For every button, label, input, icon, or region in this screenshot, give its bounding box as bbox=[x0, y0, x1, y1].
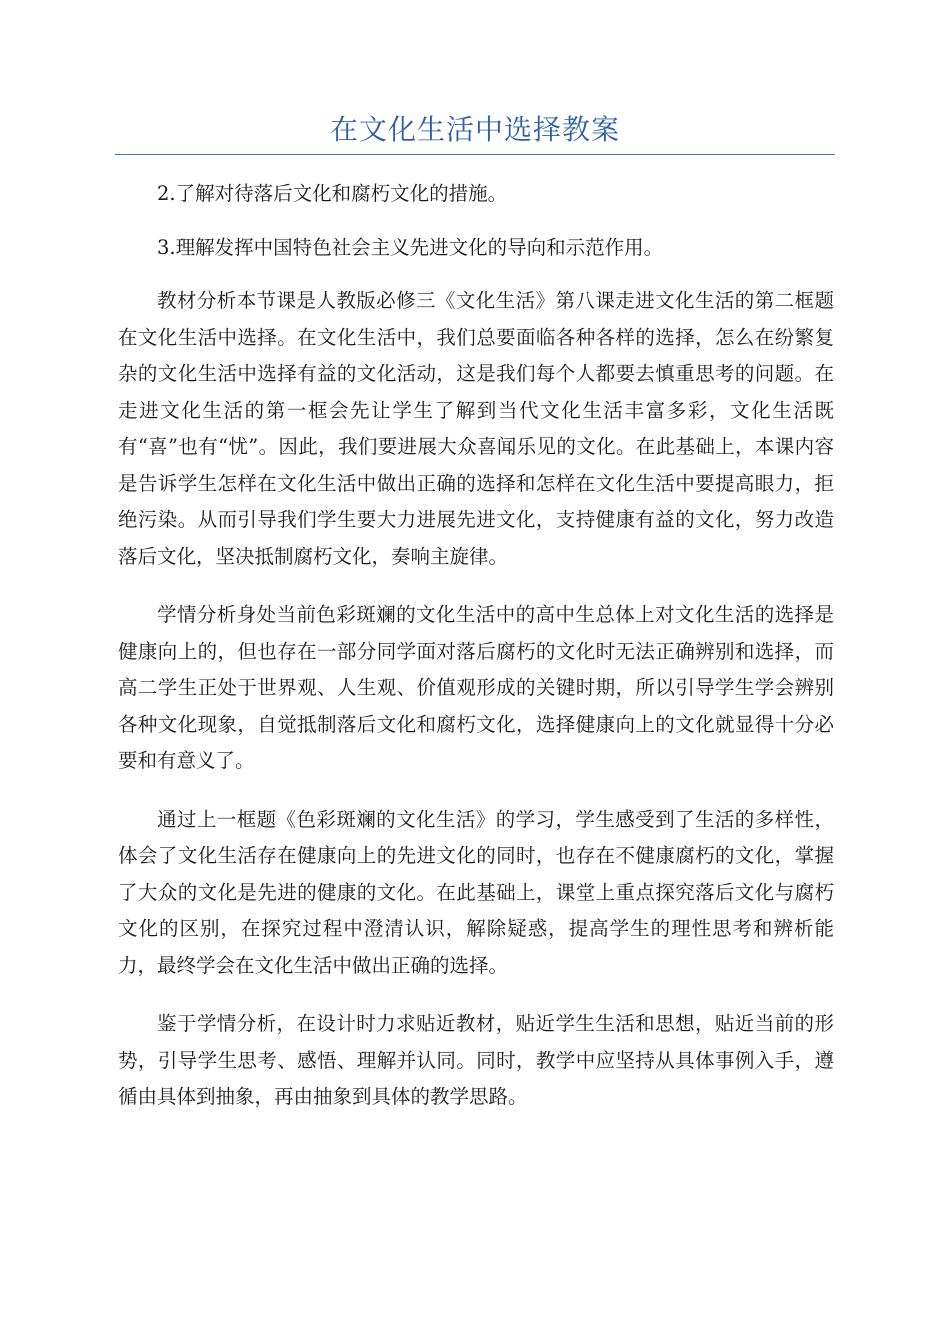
paragraph-previous-lesson: 通过上一框题《色彩斑斓的文化生活》的学习，学生感受到了生活的多样性，体会了文化生活存在健康向上的先进文化的同时，也存在不健康腐朽的文化，掌握了大众的文化是先进的健康的文化。在此基础上，课堂上重点探究落后文化与腐朽文化的区别，在探究过程中澄清认识，解除疑惑，提高学生的理性思考和辨析能力，最终学会在文化生活中做出正确的选择。 bbox=[118, 807, 834, 977]
paragraph-student-analysis: 学情分析身处当前色彩斑斓的文化生活中的高中生总体上对文化生活的选择是健康向上的，但也存在一部分同学面对落后腐朽的文化时无法正确辨别和选择，而高二学生正处于世界观、人生观、价值观形成的关键时期，所以引导学生学会辨别各种文化现象，自觉抵制落后文化和腐朽文化，选择健康向上的文化就显得十分必要和有意义了。 bbox=[118, 603, 834, 772]
paragraph-textbook-analysis: 教材分析本节课是人教版必修三《文化生活》第八课走进文化生活的第二框题在文化生活中选择。在文化生活中，我们总要面临各种各样的选择，怎么在纷繁复杂的文化生活中选择有益的文化活动，这是我们每个人都要去慎重思考的问题。在走进文化生活的第一框会先让学生了解到当代文化生活丰富多彩，文化生活既有“喜”也有“忧”。因此，我们要进展大众喜闻乐见的文化。在此基础上，本课内容是告诉学生怎样在文化生活中做出正确的选择和怎样在文化生活中要提高眼力，拒绝污染。从而引导我们学生要大力进展先进文化，支持健康有益的文化，努力改造落后文化，坚决抵制腐朽文化，奏响主旋律。 bbox=[118, 289, 834, 568]
title-underline bbox=[115, 154, 835, 155]
objective-item-3: 3.理解发挥中国特色社会主义先进文化的导向和示范作用。 bbox=[157, 235, 664, 259]
paragraph-design-approach: 鉴于学情分析，在设计时力求贴近教材，贴近学生生活和思想，贴近当前的形势，引导学生思考、感悟、理解并认同。同时，教学中应坚持从具体事例入手，遵循由具体到抽象，再由抽象到具体的教学思路。 bbox=[118, 1012, 834, 1108]
document-title: 在文化生活中选择教案 bbox=[329, 113, 620, 146]
objective-item-2: 2.了解对待落后文化和腐朽文化的措施。 bbox=[157, 182, 508, 205]
document-body bbox=[118, 176, 834, 1138]
